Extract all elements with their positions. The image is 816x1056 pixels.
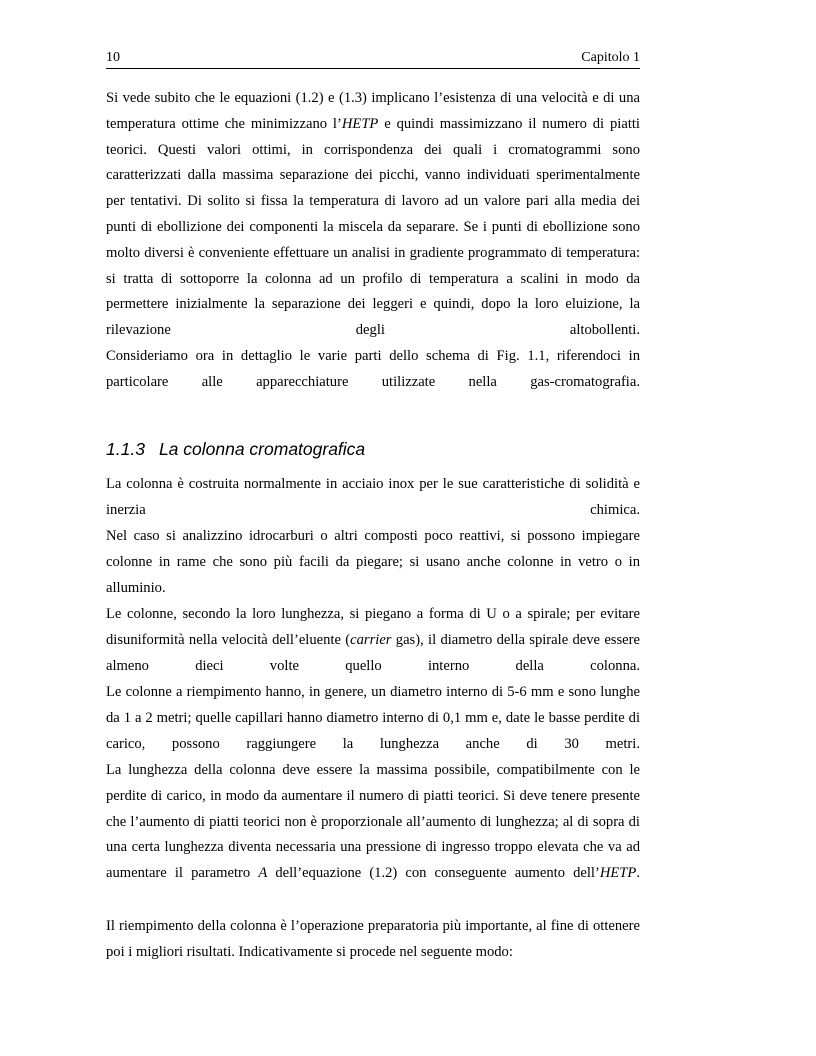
section-title: La colonna cromatografica (158, 439, 366, 459)
page-header (106, 50, 640, 69)
section-heading (106, 437, 640, 461)
paragraph-column-material: La colonna è costruita normalmente in acciaio inox per le sue caratteristiche di solidità e inerzia chimica. (106, 476, 640, 518)
paragraph-optimum-conditions: Si vede subito che le equazioni (1.2) e (1.3) implicano l’esistenza di una velocità e di una temperatura ottime che minimizzano l’HETP e quindi massimizzano il numero di piatti teorici. Questi valori ottimi, in corrispondenza dei quali i cromatogrammi sono caratterizzati dalla massima separazione dei picchi, vanno individuati sperimentalmente per tentativi. Di solito si fissa la temperatura di lavoro ad un valore pari alla media dei punti di ebollizione dei componenti la miscela da separare. Se i punti di ebollizione sono molto diversi è conveniente effettuare un analisi in gradiente programmato di temperatura: si tratta di sottoporre la colonna ad un profilo di temperatura a scalini in modo da permettere inizialmente la separazione dei leggeri e quindi, dopo la loro eluizione, la rilevazione degli altobollenti. (106, 90, 640, 339)
paragraph-column-filling: Il riempimento della colonna è l’operazione preparatoria più importante, al fine di ottenere poi i migliori risultati. Indicativamente si procede nel seguente modo: (106, 918, 640, 960)
paragraph-column-length: La lunghezza della colonna deve essere la massima possibile, compatibilmente con le perdite di carico, in modo da aumentare il numero di piatti teorici. Si deve tenere presente che l’aumento di piatti teorici non è proporzionale all’aumento di lunghezza; al di sopra di una certa lunghezza diventa necessaria una pressione di ingresso troppo elevata che va ad aumentare il parametro A dell’equazione (1.2) con conseguente aumento dell’HETP. (106, 762, 640, 882)
paragraph-schema-intro: Consideriamo ora in dettaglio le varie parti dello schema di Fig. 1.1, riferendoci in particolare alle apparecchiature utilizzate nella gas-cromatografia. (106, 348, 640, 390)
page-number: 10 (106, 50, 120, 65)
section-number: 1.1.3 (106, 439, 145, 459)
chapter-label: Capitolo 1 (581, 50, 640, 65)
paragraph-copper-columns: Nel caso si analizzino idrocarburi o altri composti poco reattivi, si possono impiegare colonne in rame che sono più facili da piegare; si usano anche colonne in vetro o in alluminio. (106, 528, 640, 596)
paragraph-column-shape: Le colonne, secondo la loro lunghezza, si piegano a forma di U o a spirale; per evitare disuniformità nella velocità dell’eluente (carrier gas), il diametro della spirale deve essere almeno dieci volte quello interno della colonna. (106, 606, 640, 674)
paragraph-column-dimensions: Le colonne a riempimento hanno, in genere, un diametro interno di 5-6 mm e sono lunghe da 1 a 2 metri; quelle capillari hanno diametro interno di 0,1 mm e, date le basse perdite di carico, possono raggiungere la lunghezza anche di 30 metri. (106, 684, 640, 752)
